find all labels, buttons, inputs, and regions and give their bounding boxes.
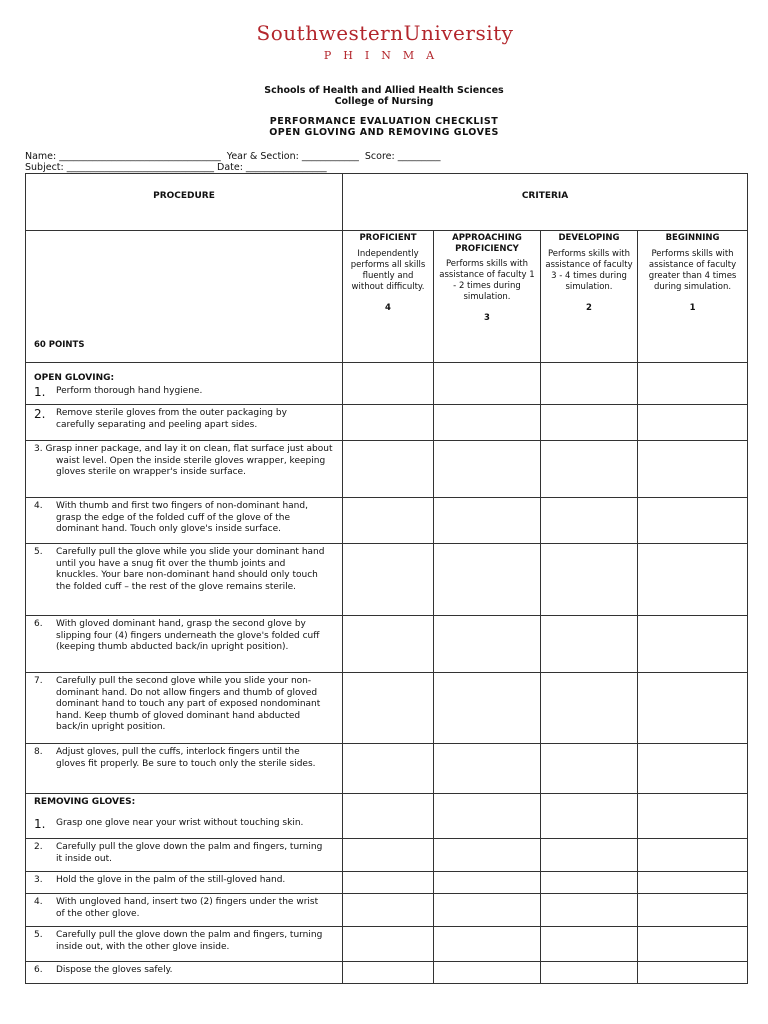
step-number: 3.: [34, 875, 43, 885]
level-proficient: [343, 231, 434, 363]
rating-cell-1[interactable]: [638, 363, 748, 405]
points-cell: [26, 231, 343, 363]
rating-cell-3[interactable]: [434, 794, 541, 839]
rating-cell-4[interactable]: [343, 498, 434, 544]
step-number: 6.: [34, 619, 43, 629]
rating-cell-3[interactable]: [434, 744, 541, 794]
step-number: 4.: [34, 897, 43, 907]
procedure-step: [26, 894, 343, 927]
procedure-step: [26, 744, 343, 794]
step-number: 7.: [34, 676, 43, 686]
rating-cell-3[interactable]: [434, 616, 541, 673]
step-text: Dispose the gloves safely.: [56, 965, 173, 975]
university-logo: [150, 22, 620, 64]
step-text: With gloved dominant hand, grasp the second glove by slipping four (4) fingers underneath the glove's folded cuff (keeping thumb abducted back/in upright position).: [56, 619, 320, 653]
rating-cell-3[interactable]: [434, 363, 541, 405]
rating-cell-3[interactable]: [434, 839, 541, 872]
level-desc: Performs skills with assistance of faculty 1 - 2 times during simulation.: [439, 259, 535, 302]
rating-cell-1[interactable]: [638, 441, 748, 498]
level-name: PROFICIENT: [359, 233, 417, 243]
rating-cell-1[interactable]: [638, 498, 748, 544]
step-text: Perform thorough hand hygiene.: [56, 385, 203, 396]
rating-cell-3[interactable]: [434, 872, 541, 894]
level-name: APPROACHING PROFICIENCY: [452, 233, 522, 254]
step-number: 6.: [34, 965, 43, 975]
rating-cell-1[interactable]: [638, 894, 748, 927]
step-text: Carefully pull the glove while you slide your dominant hand until you have a snug fit over the thumb joints and knuckles. Your bare non-dominant hand should only touch the folded cuff – the rest of the glove remains sterile.: [56, 547, 325, 592]
step-text: Carefully pull the glove down the palm and fingers, turning inside out, with the other glove inside.: [56, 930, 323, 952]
step-number: 5.: [34, 930, 43, 940]
step-text: Carefully pull the second glove while you slide your non-dominant hand. Do not allow fingers and thumb of gloved dominant hand to touch any part of exposed nondominant hand. Keep thumb of gloved dominant hand abducted back/in upright position.: [56, 676, 321, 733]
level-name: DEVELOPING: [558, 233, 620, 243]
step-number: 2.: [34, 407, 46, 421]
step-text: With ungloved hand, insert two (2) fingers under the wrist of the other glove.: [56, 897, 319, 919]
rating-cell-1[interactable]: [638, 872, 748, 894]
rating-cell-3[interactable]: [434, 962, 541, 984]
step-text: Grasp one glove near your wrist without touching skin.: [56, 817, 304, 828]
open-gloving-title: OPEN GLOVING:: [34, 373, 115, 383]
rating-cell-3[interactable]: [434, 673, 541, 744]
rating-cell-2[interactable]: [541, 894, 638, 927]
procedure-step: [26, 363, 343, 405]
step-text: Hold the glove in the palm of the still-gloved hand.: [56, 875, 286, 885]
name-year-score-fields: Name: __________________________________ Year & Section: ____________ Score: _________: [25, 151, 441, 162]
level-desc: Performs skills with assistance of faculty greater than 4 times during simulation.: [648, 249, 737, 292]
rating-cell-2[interactable]: [541, 927, 638, 962]
procedure-step: [26, 544, 343, 616]
procedure-step: [26, 794, 343, 839]
rating-cell-4[interactable]: [343, 405, 434, 441]
rating-cell-2[interactable]: [541, 498, 638, 544]
step-number: 4.: [34, 501, 43, 511]
step-text: Carefully pull the glove down the palm and fingers, turning it inside out.: [56, 842, 323, 864]
rating-cell-3[interactable]: [434, 894, 541, 927]
subject-date-fields: Subject: _______________________________ Date: _________________: [25, 162, 327, 173]
level-score: 4: [385, 303, 391, 313]
rating-cell-3[interactable]: [434, 544, 541, 616]
removing-gloves-title: REMOVING GLOVES:: [34, 797, 136, 807]
rating-cell-3[interactable]: [434, 498, 541, 544]
rating-cell-4[interactable]: [343, 794, 434, 839]
checklist-table: [25, 173, 748, 984]
rating-cell-1[interactable]: [638, 673, 748, 744]
procedure-step: [26, 962, 343, 984]
criteria-header: CRITERIA: [343, 174, 748, 231]
level-approaching: [434, 231, 541, 363]
level-developing: [541, 231, 638, 363]
rating-cell-2[interactable]: [541, 616, 638, 673]
step-text: Adjust gloves, pull the cuffs, interlock fingers until the gloves fit properly. Be sure to touch only the sterile sides.: [56, 747, 316, 769]
step-number: 1.: [34, 816, 46, 831]
procedure-step: [26, 616, 343, 673]
procedure-step: [26, 405, 343, 441]
rating-cell-4[interactable]: [343, 363, 434, 405]
rating-cell-4[interactable]: [343, 441, 434, 498]
rating-cell-2[interactable]: [541, 839, 638, 872]
rating-cell-1[interactable]: [638, 405, 748, 441]
rating-cell-4[interactable]: [343, 927, 434, 962]
logo-wordmark: [150, 22, 620, 44]
procedure-step: [26, 927, 343, 962]
rating-cell-4[interactable]: [343, 616, 434, 673]
procedure-header: PROCEDURE: [26, 174, 343, 231]
checklist-title: PERFORMANCE EVALUATION CHECKLIST: [269, 116, 499, 127]
rating-cell-2[interactable]: [541, 673, 638, 744]
level-desc: Independently performs all skills fluently and without difficulty.: [350, 249, 426, 292]
procedure-step: [26, 673, 343, 744]
rating-cell-1[interactable]: [638, 794, 748, 839]
checklist-subtitle: OPEN GLOVING AND REMOVING GLOVES: [269, 127, 499, 138]
rating-cell-1[interactable]: [638, 927, 748, 962]
level-score: 3: [484, 313, 490, 323]
rating-cell-4[interactable]: [343, 962, 434, 984]
rating-cell-1[interactable]: [638, 744, 748, 794]
step-number: 8.: [34, 747, 43, 757]
rating-cell-2[interactable]: [541, 744, 638, 794]
logo-name-first: Southwestern: [256, 21, 404, 45]
procedure-step: [26, 839, 343, 872]
step-text: Remove sterile gloves from the outer packaging by carefully separating and peeling apart sides.: [56, 408, 287, 430]
rating-cell-4[interactable]: [343, 673, 434, 744]
level-name: BEGINNING: [665, 233, 720, 243]
rating-cell-3[interactable]: [434, 927, 541, 962]
procedure-step: [26, 441, 343, 498]
step-number: 5.: [34, 547, 43, 557]
step-text: With thumb and first two fingers of non-dominant hand, grasp the edge of the folded cuff of the glove of the dominant hand. Touch only glove's inside surface.: [56, 501, 308, 535]
step-number: 1.: [34, 384, 46, 399]
rating-cell-1[interactable]: [638, 962, 748, 984]
rating-cell-2[interactable]: [541, 794, 638, 839]
level-beginning: [638, 231, 748, 363]
rating-cell-4[interactable]: [343, 744, 434, 794]
rating-cell-2[interactable]: [541, 872, 638, 894]
level-desc: Performs skills with assistance of faculty 3 - 4 times during simulation.: [545, 249, 633, 292]
rating-cell-4[interactable]: [343, 872, 434, 894]
rating-cell-3[interactable]: [434, 405, 541, 441]
school-name: Schools of Health and Allied Health Sciences: [264, 85, 504, 96]
rating-cell-1[interactable]: [638, 616, 748, 673]
rating-cell-4[interactable]: [343, 894, 434, 927]
rating-cell-2[interactable]: [541, 962, 638, 984]
logo-name-second: University: [403, 21, 514, 45]
rating-cell-2[interactable]: [541, 363, 638, 405]
rating-cell-1[interactable]: [638, 544, 748, 616]
rating-cell-2[interactable]: [541, 405, 638, 441]
level-score: 1: [689, 303, 696, 313]
rating-cell-2[interactable]: [541, 544, 638, 616]
total-points: 60 POINTS: [34, 340, 85, 351]
procedure-step: [26, 872, 343, 894]
college-name: College of Nursing: [334, 96, 434, 107]
rating-cell-1[interactable]: [638, 839, 748, 872]
rating-cell-4[interactable]: [343, 839, 434, 872]
level-score: 2: [586, 303, 592, 313]
rating-cell-3[interactable]: [434, 441, 541, 498]
rating-cell-4[interactable]: [343, 544, 434, 616]
step-text: Grasp inner package, and lay it on clean, flat surface just about waist level. Open the inside sterile gloves wrapper, keeping gloves sterile on wrapper's inside surface.: [45, 444, 333, 478]
procedure-step: [26, 498, 343, 544]
rating-cell-2[interactable]: [541, 441, 638, 498]
logo-subtitle: PHINMA: [323, 49, 447, 62]
step-number: 2.: [34, 842, 43, 852]
step-number: 3.: [34, 444, 43, 454]
